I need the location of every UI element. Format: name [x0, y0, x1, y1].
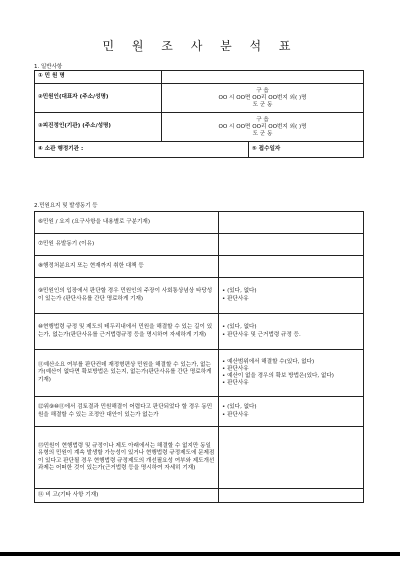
complainant-label: ②민원인(대표자 (주소/성명) — [35, 84, 162, 113]
answer-option: • 판단사유 — [222, 380, 360, 387]
question-cell: ⑨민원인의 입장에서 판단할 경우 민원인의 주장이 사회통상념상 타당성이 있는가 (판단사유를 간단 명료하게 기재) — [35, 278, 219, 314]
agency-label: ④ 소관 행정기관 : — [35, 142, 249, 158]
complainant-address — [162, 84, 364, 113]
answer-option: • (있다, 없다) — [222, 324, 360, 331]
respondent-address — [162, 113, 364, 142]
section2-heading: 2.민원요지 및 발생동기 등 — [34, 203, 98, 209]
question-cell: ⑧행정처분요지 또는 현재까지 취한 대책 등 — [35, 256, 219, 278]
answer-cell — [219, 256, 364, 278]
address-line: OO 시 OO면 OO리 OO번지 외( )명 — [218, 94, 307, 101]
answer-option: • 예산이 없을 경우의 확보 방법은(있다, 없다) — [222, 373, 360, 380]
complaint-name-label: ① 민 원 명 — [35, 71, 162, 84]
answer-option: • 판단사유 — [222, 366, 360, 373]
question-cell: ⑥민원 / 요지 (요구사항을 내용별로 구분기재) — [35, 212, 219, 234]
question-cell: ⑦민원 유발동기 (이유) — [35, 234, 219, 256]
respondent-label: ③피진정인(기관) (주소/성명) — [35, 113, 162, 142]
question-cell: ⑪예산소요 여부를 판단컨데 재정형편상 민원을 해결할 수 있는가, 없는가(예산이 없다면 확보방법은 있는지, 없는가(판단사유를 간단 명료하게 기재) — [35, 350, 219, 397]
address-line: 도 군 동 — [252, 130, 273, 137]
answer-option: • 판단사유 — [222, 412, 360, 419]
address-line: 구 읍 — [256, 87, 269, 94]
answer-cell — [219, 314, 364, 350]
answer-option: • 판단사유 — [222, 296, 360, 303]
address-line: OO 시 OO면 OO리 OO번지 외( )명 — [218, 123, 307, 130]
address-line: 도 군 동 — [252, 101, 273, 108]
answer-option: • 판단사유 및 근거법령 규정 등. — [222, 332, 360, 339]
footer-bar — [0, 552, 400, 556]
answer-option: • (있다, 없다) — [222, 288, 360, 295]
complaint-analysis-table — [34, 211, 364, 503]
answer-option: • 예산범위에서 해결할 수(있다, 없다) — [222, 359, 360, 366]
address-line: 구 읍 — [256, 116, 269, 123]
general-info-table — [34, 70, 364, 158]
receipt-date-label: ⑤ 접수일자 — [249, 142, 364, 158]
section1-heading: 1. 일반사항 — [34, 64, 63, 70]
question-cell: ⑬민원이 현행법령 및 규정이나 제도 아래에서는 해결할 수 없지만 동일유형의 민원이 계속 발생할 가능성이 있거나 현행법령 규정제도에 문제점이 있다고 판단될 경우 현행법령 규정제도의 개선필요성 여부와 제도개선과제는 어떠한 것이 있는가(근거법령 등을 명시하여 자세히 기재) — [35, 427, 219, 489]
answer-cell — [219, 397, 364, 427]
question-cell: ⑫위⑨⑩⑪에서 검토결과 민원해결이 어렵다고 판단되었다 할 경우 동민원을 해결할 수 있는 조정안 대안이 있는가 없는가 — [35, 397, 219, 427]
answer-cell — [219, 278, 364, 314]
question-cell: ⑩현행법령 규정 및 제도의 테두리내에서 민원을 해결할 수 있는 길이 있는가, 없는가(판단사유를 근거법령규정 등을 명시하여 자세하게 기재) — [35, 314, 219, 350]
complaint-name-value — [162, 71, 364, 84]
answer-cell — [219, 427, 364, 489]
question-cell: ⑭ 비 고(기타 사항 기재) — [35, 489, 219, 503]
answer-cell — [219, 212, 364, 234]
answer-option: • (있다, 없다) — [222, 404, 360, 411]
document-title: 민 원 조 사 분 석 표 — [102, 39, 298, 53]
answer-cell — [219, 350, 364, 397]
answer-cell — [219, 489, 364, 503]
answer-cell — [219, 234, 364, 256]
